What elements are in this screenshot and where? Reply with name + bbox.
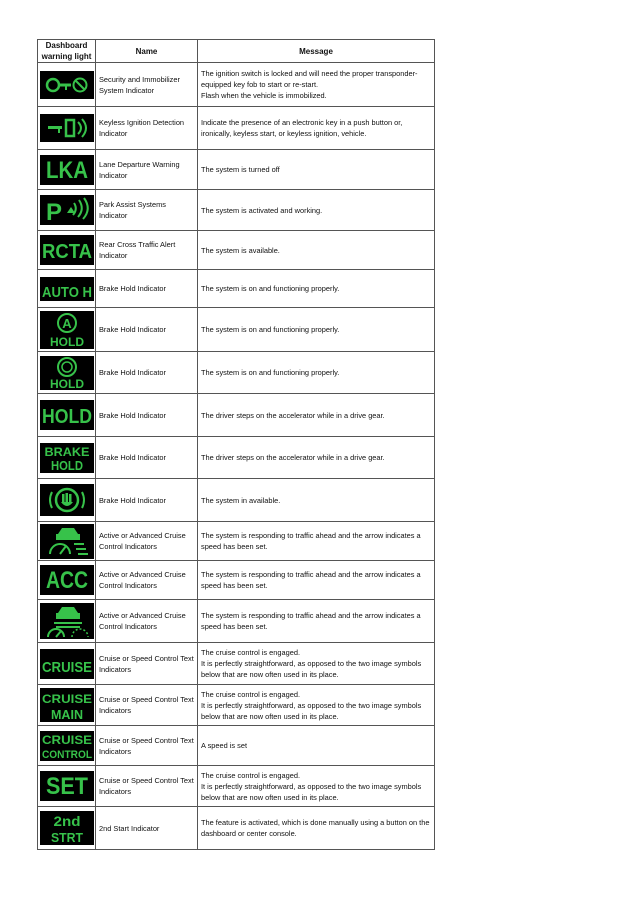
warning-light-cell bbox=[38, 522, 96, 561]
indicator-name: Brake Hold Indicator bbox=[96, 394, 198, 437]
indicator-name: Keyless Ignition Detection Indicator bbox=[96, 107, 198, 150]
indicator-message: The system is available. bbox=[198, 231, 435, 270]
table-row bbox=[38, 270, 435, 308]
svg-text:P: P bbox=[45, 199, 62, 225]
indicator-message: The system is activated and working. bbox=[198, 190, 435, 231]
warning-light-cell bbox=[38, 685, 96, 726]
table-row bbox=[38, 807, 435, 850]
indicator-name: Cruise or Speed Control Text Indicators bbox=[96, 685, 198, 726]
indicator-message: The system is responding to traffic ahead and the arrow indicates a speed has been set. bbox=[198, 600, 435, 643]
indicator-name: Rear Cross Traffic Alert Indicator bbox=[96, 231, 198, 270]
table-row bbox=[38, 561, 435, 600]
indicator-message: The driver steps on the accelerator while in a drive gear. bbox=[198, 437, 435, 479]
warning-light-cell bbox=[38, 190, 96, 231]
indicator-name: Active or Advanced Cruise Control Indicators bbox=[96, 522, 198, 561]
warning-light-cell bbox=[38, 766, 96, 807]
park-assist-icon bbox=[40, 195, 94, 225]
keyless-ignition-icon bbox=[40, 114, 94, 142]
indicator-message: A speed is set bbox=[198, 726, 435, 766]
indicator-message: The cruise control is engaged. It is perfectly straightforward, as opposed to the two image symbols below that are now often used in its place. bbox=[198, 766, 435, 807]
table-row bbox=[38, 600, 435, 643]
2nd-start-text-icon bbox=[40, 811, 94, 845]
svg-text:MAIN: MAIN bbox=[50, 707, 83, 722]
warning-light-cell bbox=[38, 726, 96, 766]
indicator-name: Cruise or Speed Control Text Indicators bbox=[96, 726, 198, 766]
table-row bbox=[38, 643, 435, 685]
indicator-name: Cruise or Speed Control Text Indicators bbox=[96, 766, 198, 807]
indicator-message: The system is on and functioning properly. bbox=[198, 270, 435, 308]
svg-text:BRAKE: BRAKE bbox=[44, 444, 89, 459]
cruise-text-icon bbox=[40, 649, 94, 679]
indicator-message: The system in available. bbox=[198, 479, 435, 522]
indicator-message: The ignition switch is locked and will need the proper transponder-equipped key fob to start or re-start. Flash when the vehicle is immobilized. bbox=[198, 63, 435, 107]
header-name: Name bbox=[96, 40, 198, 63]
indicator-message: The system is on and functioning properly. bbox=[198, 352, 435, 394]
indicator-name: Cruise or Speed Control Text Indicators bbox=[96, 643, 198, 685]
warning-light-cell bbox=[38, 643, 96, 685]
table-row bbox=[38, 685, 435, 726]
svg-text:STRT: STRT bbox=[50, 830, 83, 845]
indicator-name: Brake Hold Indicator bbox=[96, 352, 198, 394]
indicator-message: The system is responding to traffic ahead and the arrow indicates a speed has been set. bbox=[198, 561, 435, 600]
table-row bbox=[38, 522, 435, 561]
indicator-message: The driver steps on the accelerator while in a drive gear. bbox=[198, 394, 435, 437]
indicator-message: The system is turned off bbox=[198, 150, 435, 190]
svg-text:CONTROL: CONTROL bbox=[41, 748, 92, 761]
warning-lights-table bbox=[37, 39, 435, 850]
circle-hold-icon bbox=[40, 356, 94, 390]
indicator-name: Brake Hold Indicator bbox=[96, 437, 198, 479]
svg-text:CRUISE: CRUISE bbox=[41, 658, 92, 676]
auto-h-text-icon bbox=[40, 277, 94, 301]
warning-light-cell bbox=[38, 150, 96, 190]
warning-light-cell bbox=[38, 394, 96, 437]
lka-text-icon bbox=[40, 155, 94, 185]
svg-text:A: A bbox=[61, 315, 72, 331]
key-immobilizer-icon bbox=[40, 71, 94, 99]
warning-light-cell bbox=[38, 561, 96, 600]
hand-brake-hold-icon bbox=[40, 484, 94, 516]
header-dashboard-warning-light: Dashboard warning light bbox=[38, 40, 96, 63]
indicator-name: Security and Immobilizer System Indicator bbox=[96, 63, 198, 107]
svg-text:HOLD: HOLD bbox=[41, 406, 92, 428]
adaptive-cruise-car-icon bbox=[40, 524, 94, 559]
warning-light-cell bbox=[38, 807, 96, 850]
indicator-message: Indicate the presence of an electronic key in a push button or, ironically, keyless start, or keyless ignition, vehicle. bbox=[198, 107, 435, 150]
warning-light-cell bbox=[38, 600, 96, 643]
indicator-name: Park Assist Systems Indicator bbox=[96, 190, 198, 231]
table-row bbox=[38, 63, 435, 107]
indicator-name: Active or Advanced Cruise Control Indicators bbox=[96, 561, 198, 600]
set-text-icon bbox=[40, 771, 94, 801]
warning-light-cell bbox=[38, 437, 96, 479]
table-row bbox=[38, 437, 435, 479]
hold-text-icon bbox=[40, 400, 94, 430]
a-hold-icon bbox=[40, 311, 94, 349]
svg-text:SET: SET bbox=[45, 773, 88, 800]
cruise-main-text-icon bbox=[40, 688, 94, 722]
table-row bbox=[38, 394, 435, 437]
table-header-row bbox=[38, 40, 435, 63]
warning-light-cell bbox=[38, 270, 96, 308]
table-row bbox=[38, 190, 435, 231]
table-row bbox=[38, 766, 435, 807]
table-row bbox=[38, 479, 435, 522]
warning-light-cell bbox=[38, 479, 96, 522]
table-row bbox=[38, 726, 435, 766]
cruise-control-text-icon bbox=[40, 731, 94, 761]
indicator-message: The cruise control is engaged. It is perfectly straightforward, as opposed to the two image symbols below that are now often used in its place. bbox=[198, 643, 435, 685]
header-message: Message bbox=[198, 40, 435, 63]
warning-light-cell bbox=[38, 231, 96, 270]
indicator-message: The cruise control is engaged. It is perfectly straightforward, as opposed to the two image symbols below that are now often used in its place. bbox=[198, 685, 435, 726]
table-row bbox=[38, 308, 435, 352]
table-row bbox=[38, 150, 435, 190]
indicator-name: Lane Departure Warning Indicator bbox=[96, 150, 198, 190]
indicator-message: The feature is activated, which is done manually using a button on the dashboard or center console. bbox=[198, 807, 435, 850]
indicator-name: Brake Hold Indicator bbox=[96, 270, 198, 308]
svg-text:RCTA: RCTA bbox=[41, 241, 92, 263]
svg-text:LKA: LKA bbox=[45, 156, 88, 184]
svg-text:HOLD: HOLD bbox=[49, 334, 84, 349]
table-row bbox=[38, 107, 435, 150]
indicator-name: Brake Hold Indicator bbox=[96, 308, 198, 352]
adaptive-cruise-car-distance-icon bbox=[40, 603, 94, 639]
svg-text:CRUISE: CRUISE bbox=[41, 692, 92, 706]
indicator-message: The system is on and functioning properly. bbox=[198, 308, 435, 352]
rcta-text-icon bbox=[40, 235, 94, 265]
indicator-name: Active or Advanced Cruise Control Indicators bbox=[96, 600, 198, 643]
table-row bbox=[38, 231, 435, 270]
warning-light-cell bbox=[38, 308, 96, 352]
indicator-name: Brake Hold Indicator bbox=[96, 479, 198, 522]
svg-text:CRUISE: CRUISE bbox=[41, 732, 92, 747]
indicator-message: The system is responding to traffic ahead and the arrow indicates a speed has been set. bbox=[198, 522, 435, 561]
brake-hold-text-icon bbox=[40, 443, 94, 473]
svg-text:2nd: 2nd bbox=[53, 813, 80, 829]
svg-text:HOLD: HOLD bbox=[50, 457, 83, 473]
svg-text:AUTO H: AUTO H bbox=[41, 283, 92, 301]
warning-light-cell bbox=[38, 352, 96, 394]
acc-text-icon bbox=[40, 565, 94, 595]
svg-text:HOLD: HOLD bbox=[49, 376, 84, 390]
indicator-name: 2nd Start Indicator bbox=[96, 807, 198, 850]
warning-light-cell bbox=[38, 63, 96, 107]
svg-text:ACC: ACC bbox=[45, 567, 88, 594]
table-row bbox=[38, 352, 435, 394]
warning-light-cell bbox=[38, 107, 96, 150]
